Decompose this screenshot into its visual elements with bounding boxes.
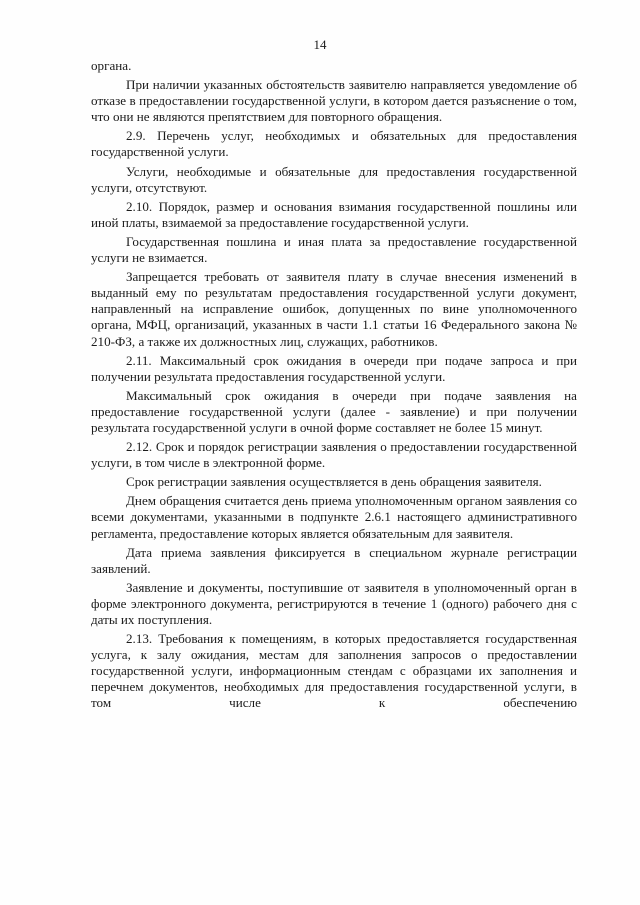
paragraph-15: 2.13. Требования к помещениям, в которых предоставляется государственная услуга, к залу ожидания, местам для заполнения запросов о предоставлении государственной услуги, информационным стендам с образцами их заполнения и перечнем документов, необходимых для предоставления государственной услуги, в том числе к обеспечению — [91, 631, 577, 711]
paragraph-12: Днем обращения считается день приема уполномоченным органом заявления со всеми документами, указанными в подпункте 2.6.1 настоящего административного регламента, предоставление которых является обязательным для заявителя. — [91, 493, 577, 541]
paragraph-4: Услуги, необходимые и обязательные для предоставления государственной услуги, отсутствуют. — [91, 163, 577, 195]
paragraph-7: Запрещается требовать от заявителя плату в случае внесения изменений в выданный ему по результатам предоставления государственной услуги документ, направленный на исправление ошибок, допущенных по вине уполномоченного органа, МФЦ, организаций, указанных в части 1.1 статьи 16 Федерального закона № 210-ФЗ, а также их должностных лиц, служащих, работников. — [91, 269, 577, 349]
page-number: 14 — [313, 37, 327, 52]
document-body — [91, 58, 577, 712]
paragraph-14: Заявление и документы, поступившие от заявителя в уполномоченный орган в форме электронного документа, регистрируются в течение 1 (одного) рабочего дня с даты их поступления. — [91, 579, 577, 627]
paragraph-1: органа. — [91, 58, 132, 73]
paragraph-10: 2.12. Срок и порядок регистрации заявления о предоставлении государственной услуги, в том числе в электронной форме. — [91, 439, 577, 471]
paragraph-11: Срок регистрации заявления осуществляется в день обращения заявителя. — [126, 474, 542, 490]
paragraph-13: Дата приема заявления фиксируется в специальном журнале регистрации заявлений. — [91, 544, 577, 576]
paragraph-5: 2.10. Порядок, размер и основания взимания государственной пошлины или иной платы, взимаемой за предоставление государственной услуги. — [91, 198, 577, 230]
paragraph-8: 2.11. Максимальный срок ожидания в очереди при подаче запроса и при получении результата предоставления государственной услуги. — [91, 352, 577, 384]
paragraph-2: При наличии указанных обстоятельств заявителю направляется уведомление об отказе в предоставлении государственной услуги, в котором дается разъяснение о том, что они не являются препятствием для повторного обращения. — [91, 77, 577, 125]
paragraph-3: 2.9. Перечень услуг, необходимых и обязательных для предоставления государственной услуги. — [91, 128, 577, 160]
paragraph-9: Максимальный срок ожидания в очереди при подаче заявления на предоставление государственной услуги (далее - заявление) и при получении результата государственной услуги в очной форме составляет не более 15 минут. — [91, 387, 577, 435]
paragraph-6: Государственная пошлина и иная плата за предоставление государственной услуги не взимается. — [91, 233, 577, 266]
